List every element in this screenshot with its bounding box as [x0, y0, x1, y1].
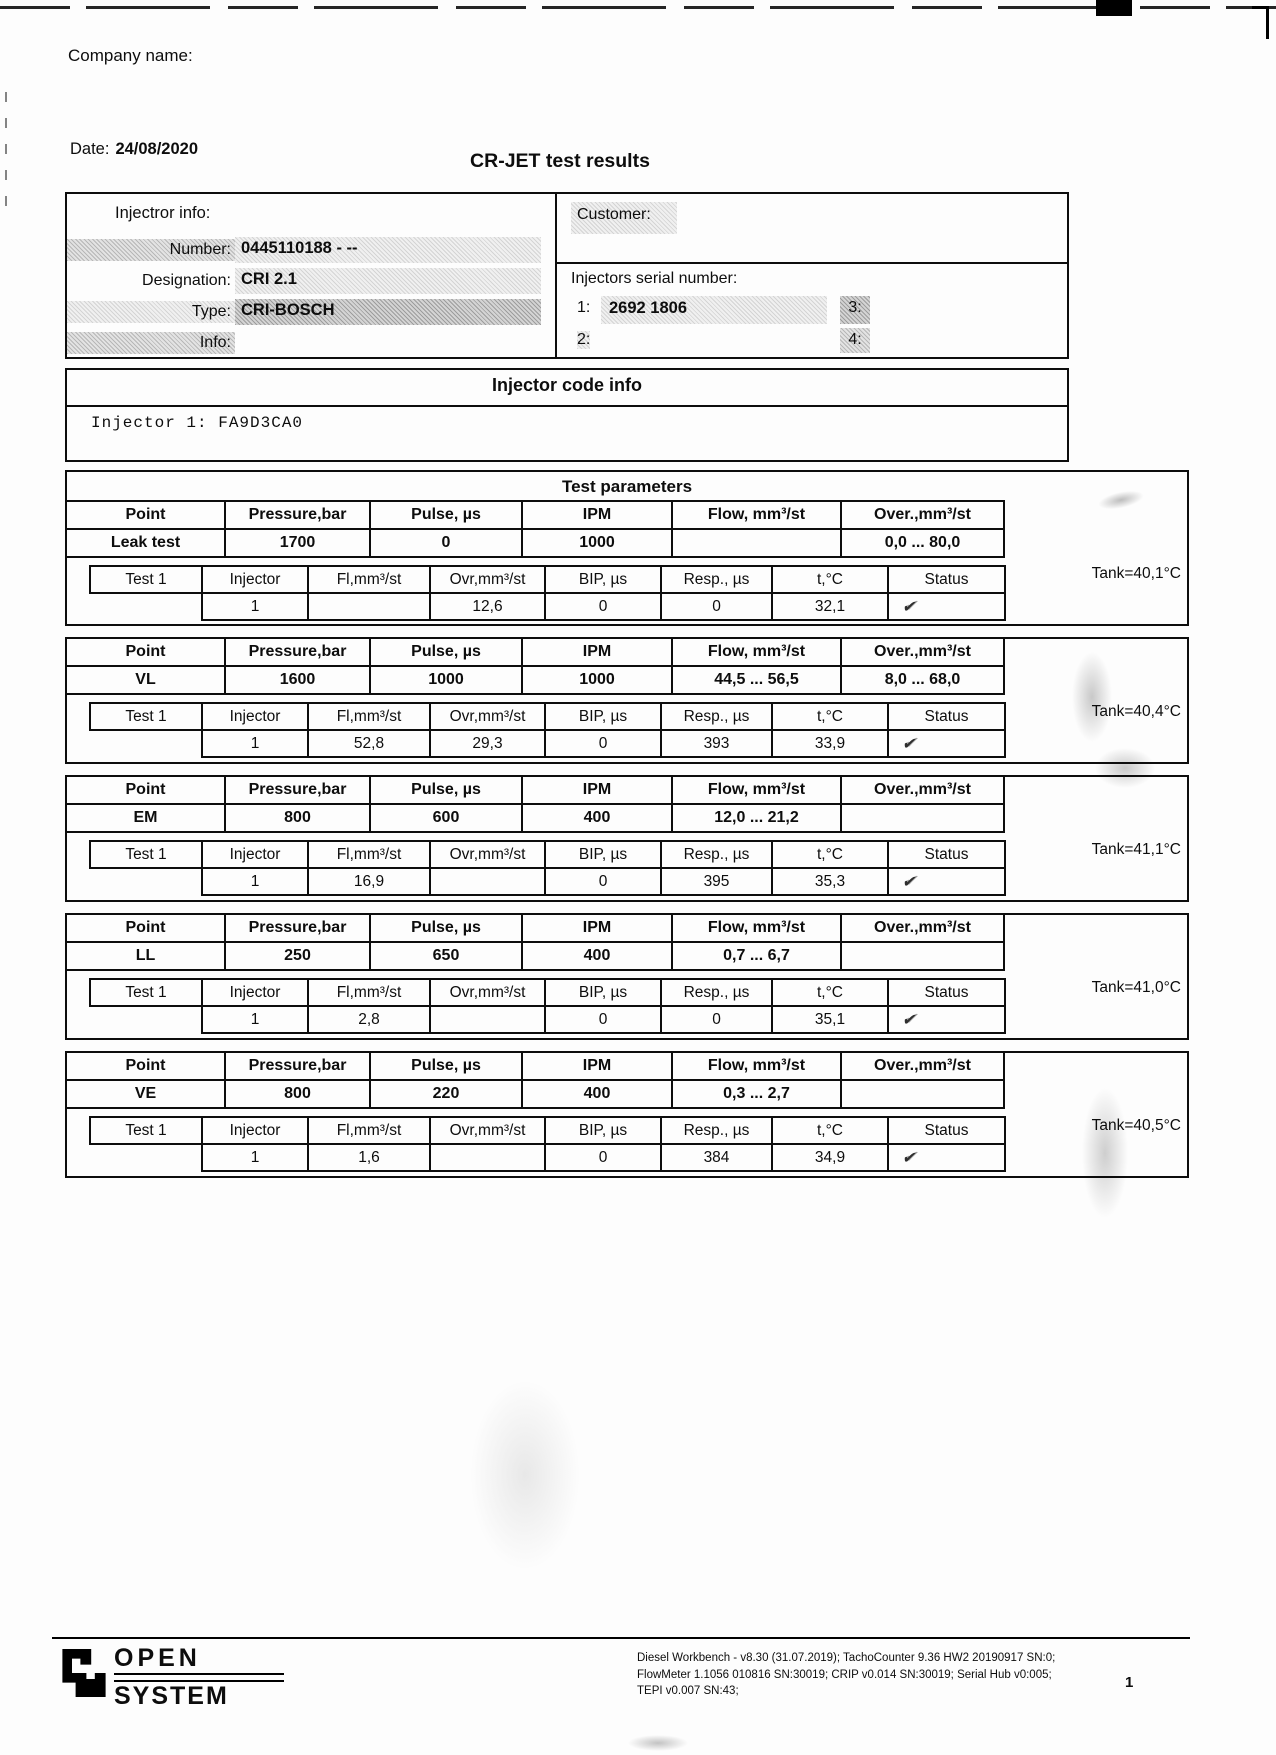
col-pulse: Pulse, µs: [370, 914, 522, 942]
serial-number-title: Injectors serial number:: [571, 270, 738, 287]
col-ipm: IPM: [522, 914, 672, 942]
scan-artifact: [1096, 0, 1132, 16]
empty-cell: [90, 868, 202, 895]
serial-row-2: [557, 328, 1067, 353]
test-sections: [65, 470, 1185, 1189]
point-value: VL: [66, 666, 225, 694]
col-pressure: Pressure,bar: [225, 1052, 370, 1080]
over-range: [841, 804, 1004, 832]
col-injector: Injector: [202, 979, 308, 1006]
ipm-value: 400: [522, 1080, 672, 1108]
open-system-logo: [60, 1646, 284, 1709]
result-data-row: [90, 1006, 1005, 1033]
open-system-logo-icon: [60, 1646, 108, 1700]
status-cell: [888, 593, 1005, 620]
test-result-table: [89, 978, 1006, 1034]
over-range: [841, 1080, 1004, 1108]
col-status: Status: [888, 566, 1005, 593]
ovr-value: 12,6: [430, 593, 545, 620]
ipm-value: 1000: [522, 666, 672, 694]
pulse-value: 1000: [370, 666, 522, 694]
test-section: [65, 470, 1189, 626]
test-section: [65, 637, 1189, 764]
over-range: 0,0 ... 80,0: [841, 529, 1004, 557]
test-result-table: [89, 702, 1006, 758]
parameters-data-row: [66, 666, 1004, 694]
col-ipm: IPM: [522, 501, 672, 529]
point-value: EM: [66, 804, 225, 832]
ovr-value: [430, 868, 545, 895]
col-fl: Fl,mm³/st: [308, 979, 430, 1006]
ovr-value: 29,3: [430, 730, 545, 757]
pressure-value: 800: [225, 804, 370, 832]
col-over: Over.,mm³/st: [841, 776, 1004, 804]
divider: [557, 262, 1067, 264]
injector-code-title: Injector code info: [67, 370, 1067, 407]
col-injector: Injector: [202, 703, 308, 730]
col-temp: t,°C: [772, 979, 888, 1006]
result-data-row: [90, 593, 1005, 620]
injector-number: 1: [202, 1144, 308, 1171]
col-injector: Injector: [202, 841, 308, 868]
temp-value: 35,1: [772, 1006, 888, 1033]
injector-extra-info-row: [67, 329, 549, 357]
parameters-data-row: [66, 942, 1004, 970]
col-fl: Fl,mm³/st: [308, 703, 430, 730]
col-pressure: Pressure,bar: [225, 914, 370, 942]
result-header-row: [90, 841, 1005, 868]
bip-value: 0: [545, 868, 661, 895]
col-flow: Flow, mm³/st: [672, 1052, 841, 1080]
parameters-header-row: [66, 776, 1004, 804]
col-flow: Flow, mm³/st: [672, 776, 841, 804]
serial-1-label: 1:: [577, 299, 591, 316]
info-value: [235, 330, 541, 356]
pressure-value: 250: [225, 942, 370, 970]
check-icon: ✔: [901, 735, 919, 753]
result-data-row: [90, 730, 1005, 757]
tank-temperature: Tank=41,1°C: [1091, 841, 1181, 858]
logo-line-2: SYSTEM: [114, 1682, 229, 1710]
fl-value: 16,9: [308, 868, 430, 895]
pressure-value: 1700: [225, 529, 370, 557]
result-data-row: [90, 868, 1005, 895]
ipm-value: 400: [522, 804, 672, 832]
parameters-data-row: [66, 1080, 1004, 1108]
pressure-value: 1600: [225, 666, 370, 694]
check-icon: ✔: [901, 1011, 919, 1029]
col-point: Point: [66, 776, 225, 804]
point-value: LL: [66, 942, 225, 970]
version-line: TEPI v0.007 SN:43;: [637, 1685, 739, 1698]
temp-value: 35,3: [772, 868, 888, 895]
type-label: Type:: [67, 301, 235, 323]
col-bip: BIP, µs: [545, 841, 661, 868]
col-pulse: Pulse, µs: [370, 776, 522, 804]
bip-value: 0: [545, 1006, 661, 1033]
date-value: 24/08/2020: [115, 140, 199, 158]
pulse-value: 0: [370, 529, 522, 557]
flow-range: 0,7 ... 6,7: [672, 942, 841, 970]
col-flow: Flow, mm³/st: [672, 638, 841, 666]
parameters-header-row: [66, 914, 1004, 942]
injector-number: 1: [202, 593, 308, 620]
col-bip: BIP, µs: [545, 566, 661, 593]
injector-designation-row: [67, 267, 549, 295]
status-cell: [888, 1006, 1005, 1033]
injector-type-row: [67, 298, 549, 326]
col-test: Test 1: [90, 703, 202, 730]
temp-value: 34,9: [772, 1144, 888, 1171]
injector-info-box: [65, 192, 1069, 359]
bip-value: 0: [545, 730, 661, 757]
pulse-value: 220: [370, 1080, 522, 1108]
col-resp: Resp., µs: [661, 979, 772, 1006]
parameters-header-row: [66, 1052, 1004, 1080]
check-icon: ✔: [901, 873, 919, 891]
temp-value: 33,9: [772, 730, 888, 757]
col-ovr: Ovr,mm³/st: [430, 979, 545, 1006]
designation-value: CRI 2.1: [235, 268, 541, 294]
test-parameters-title: Test parameters: [561, 477, 693, 496]
col-status: Status: [888, 1117, 1005, 1144]
col-point: Point: [66, 1052, 225, 1080]
flow-range: 0,3 ... 2,7: [672, 1080, 841, 1108]
fl-value: [308, 593, 430, 620]
col-flow: Flow, mm³/st: [672, 501, 841, 529]
test-section: [65, 775, 1189, 902]
col-test: Test 1: [90, 841, 202, 868]
version-line: FlowMeter 1.1056 010816 SN:30019; CRIP v0.014 SN:30019; Serial Hub v0:005;: [637, 1668, 1052, 1681]
col-point: Point: [66, 638, 225, 666]
ovr-value: [430, 1006, 545, 1033]
col-point: Point: [66, 914, 225, 942]
customer-label: Customer:: [571, 202, 677, 234]
col-bip: BIP, µs: [545, 1117, 661, 1144]
result-header-row: [90, 703, 1005, 730]
status-cell: [888, 868, 1005, 895]
col-pulse: Pulse, µs: [370, 501, 522, 529]
col-status: Status: [888, 979, 1005, 1006]
col-test: Test 1: [90, 566, 202, 593]
version-line: Diesel Workbench - v8.30 (31.07.2019); TachoCounter 9.36 HW2 20190917 SN:0;: [637, 1652, 1056, 1664]
result-header-row: [90, 566, 1005, 593]
serial-4-label: 4:: [840, 328, 870, 353]
ovr-value: [430, 1144, 545, 1171]
tank-temperature: Tank=41,0°C: [1091, 979, 1181, 996]
resp-value: 395: [661, 868, 772, 895]
col-ovr: Ovr,mm³/st: [430, 703, 545, 730]
col-pressure: Pressure,bar: [225, 776, 370, 804]
test-section: [65, 913, 1189, 1040]
test-result-table: [89, 565, 1006, 621]
col-resp: Resp., µs: [661, 703, 772, 730]
fl-value: 52,8: [308, 730, 430, 757]
point-value: Leak test: [66, 529, 225, 557]
scan-artifact: [0, 6, 1276, 9]
col-point: Point: [66, 501, 225, 529]
injector-info-title: Injectror info:: [115, 204, 211, 222]
footer-rule: [52, 1637, 1190, 1639]
col-over: Over.,mm³/st: [841, 914, 1004, 942]
col-resp: Resp., µs: [661, 841, 772, 868]
injector-info-left: [67, 194, 557, 357]
col-flow: Flow, mm³/st: [672, 914, 841, 942]
resp-value: 0: [661, 1006, 772, 1033]
point-value: VE: [66, 1080, 225, 1108]
parameters-header-row: [66, 501, 1004, 529]
col-over: Over.,mm³/st: [841, 638, 1004, 666]
flow-range: 12,0 ... 21,2: [672, 804, 841, 832]
fl-value: 2,8: [308, 1006, 430, 1033]
col-temp: t,°C: [772, 703, 888, 730]
col-resp: Resp., µs: [661, 1117, 772, 1144]
col-bip: BIP, µs: [545, 703, 661, 730]
pressure-value: 800: [225, 1080, 370, 1108]
over-range: 8,0 ... 68,0: [841, 666, 1004, 694]
scan-artifact: [1252, 6, 1269, 39]
col-ipm: IPM: [522, 638, 672, 666]
col-fl: Fl,mm³/st: [308, 1117, 430, 1144]
parameters-table: [65, 500, 1005, 558]
status-cell: [888, 1144, 1005, 1171]
check-icon: ✔: [901, 1149, 919, 1167]
serial-3-label: 3:: [840, 296, 870, 324]
parameters-table: [65, 1051, 1005, 1109]
col-pulse: Pulse, µs: [370, 638, 522, 666]
parameters-header-row: [66, 638, 1004, 666]
col-ovr: Ovr,mm³/st: [430, 1117, 545, 1144]
injector-number: 1: [202, 1006, 308, 1033]
parameters-table: [65, 775, 1005, 833]
tank-temperature: Tank=40,5°C: [1091, 1117, 1181, 1134]
resp-value: 384: [661, 1144, 772, 1171]
result-header-row: [90, 1117, 1005, 1144]
injector-number-row: [67, 236, 549, 264]
logo-text: [114, 1646, 284, 1709]
injector-info-right: [557, 194, 1067, 357]
fl-value: 1,6: [308, 1144, 430, 1171]
col-temp: t,°C: [772, 841, 888, 868]
check-icon: ✔: [901, 598, 919, 616]
col-pulse: Pulse, µs: [370, 1052, 522, 1080]
col-injector: Injector: [202, 1117, 308, 1144]
result-data-row: [90, 1144, 1005, 1171]
injector-code-box: [65, 368, 1069, 462]
result-header-row: [90, 979, 1005, 1006]
serial-2-label: 2:: [577, 331, 591, 348]
col-bip: BIP, µs: [545, 979, 661, 1006]
bip-value: 0: [545, 593, 661, 620]
parameters-table: [65, 637, 1005, 695]
tank-temperature: Tank=40,4°C: [1091, 703, 1181, 720]
page-number: 1: [1125, 1674, 1134, 1691]
parameters-data-row: [66, 804, 1004, 832]
flow-range: [672, 529, 841, 557]
status-cell: [888, 730, 1005, 757]
col-ovr: Ovr,mm³/st: [430, 566, 545, 593]
empty-cell: [90, 1144, 202, 1171]
designation-label: Designation:: [142, 272, 231, 289]
pulse-value: 600: [370, 804, 522, 832]
date-label: Date:: [70, 140, 110, 158]
serial-row-1: [557, 296, 1067, 324]
col-fl: Fl,mm³/st: [308, 566, 430, 593]
col-injector: Injector: [202, 566, 308, 593]
col-temp: t,°C: [772, 1117, 888, 1144]
injector-code-value: Injector 1: FA9D3CA0: [91, 414, 304, 432]
empty-cell: [90, 593, 202, 620]
ipm-value: 1000: [522, 529, 672, 557]
col-status: Status: [888, 841, 1005, 868]
number-label: Number:: [67, 239, 235, 261]
empty-cell: [90, 1006, 202, 1033]
col-over: Over.,mm³/st: [841, 1052, 1004, 1080]
logo-separator: [114, 1673, 284, 1682]
type-value: CRI-BOSCH: [235, 299, 541, 325]
col-ipm: IPM: [522, 1052, 672, 1080]
ipm-value: 400: [522, 942, 672, 970]
over-range: [841, 942, 1004, 970]
serial-1-value: 2692 1806: [601, 296, 827, 324]
col-test: Test 1: [90, 979, 202, 1006]
info-label: Info:: [67, 332, 235, 354]
col-resp: Resp., µs: [661, 566, 772, 593]
company-name-label: Company name:: [68, 46, 193, 65]
bip-value: 0: [545, 1144, 661, 1171]
resp-value: 393: [661, 730, 772, 757]
col-ovr: Ovr,mm³/st: [430, 841, 545, 868]
flow-range: 44,5 ... 56,5: [672, 666, 841, 694]
scan-artifact: [628, 1735, 688, 1751]
test-result-table: [89, 1116, 1006, 1172]
col-pressure: Pressure,bar: [225, 501, 370, 529]
temp-value: 32,1: [772, 593, 888, 620]
injector-number: 1: [202, 868, 308, 895]
page-title: CR-JET test results: [470, 150, 650, 172]
resp-value: 0: [661, 593, 772, 620]
col-test: Test 1: [90, 1117, 202, 1144]
parameters-table: [65, 913, 1005, 971]
col-status: Status: [888, 703, 1005, 730]
col-pressure: Pressure,bar: [225, 638, 370, 666]
parameters-data-row: [66, 529, 1004, 557]
col-over: Over.,mm³/st: [841, 501, 1004, 529]
injector-number: 1: [202, 730, 308, 757]
tank-temperature: Tank=40,1°C: [1091, 565, 1181, 582]
test-section: [65, 1051, 1189, 1178]
software-version-info: [637, 1650, 1117, 1700]
empty-cell: [90, 730, 202, 757]
test-result-table: [89, 840, 1006, 896]
number-value: 0445110188 - --: [235, 237, 541, 263]
logo-line-1: OPEN: [114, 1644, 201, 1672]
col-temp: t,°C: [772, 566, 888, 593]
col-ipm: IPM: [522, 776, 672, 804]
pulse-value: 650: [370, 942, 522, 970]
col-fl: Fl,mm³/st: [308, 841, 430, 868]
scan-artifact: [470, 1380, 580, 1570]
